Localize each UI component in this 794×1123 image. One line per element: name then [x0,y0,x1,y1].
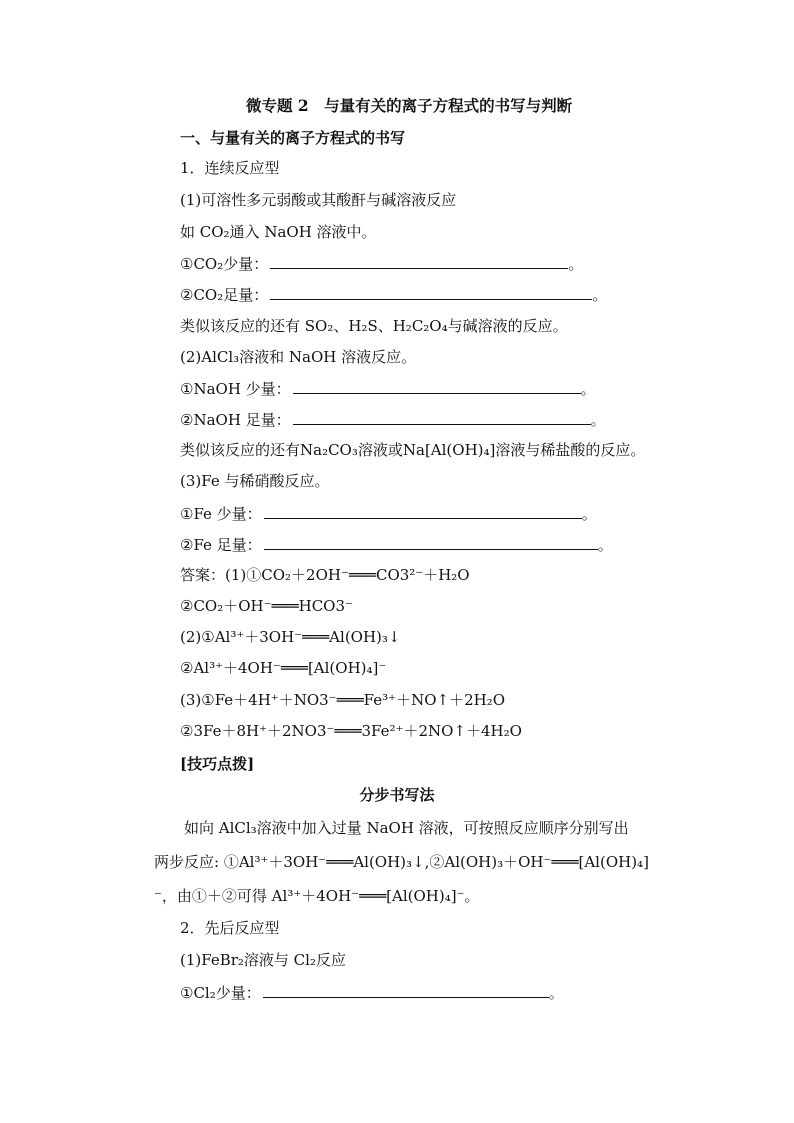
similar-reactions-1: 类似该反应的还有 SO₂、H₂S、H₂C₂O₄与碱溶液的反应。 [180,317,568,335]
answer-blank[interactable] [270,253,568,269]
answer-blank[interactable] [293,409,591,425]
answer-line-1: 答案：(1)①CO₂＋2OH⁻═══CO3²⁻＋H₂O [180,566,470,584]
question-co2-little: ①CO₂少量： 。 [180,255,584,273]
question-label: ①Fe 少量： [180,505,262,523]
answer-blank[interactable] [293,378,581,394]
question-naoh-little: ①NaOH 少量： 。 [180,380,596,398]
tip-tag: [技巧点拨] [180,755,255,773]
question-cl2-little: ①Cl₂少量： 。 [180,984,564,1002]
question-label: ②NaOH 足量： [180,411,291,429]
example-co2-naoh: 如 CO₂通入 NaOH 溶液中。 [180,223,377,241]
similar-reactions-2: 类似该反应的还有Na₂CO₃溶液或Na[Al(OH)₄]溶液与稀盐酸的反应。 [180,441,646,459]
item-febr2-cl2: (1)FeBr₂溶液与 Cl₂反应 [180,951,346,969]
item-fe-hno3: (3)Fe 与稀硝酸反应。 [180,472,330,490]
tip-title: 分步书写法 [359,786,435,804]
tip-paragraph-line-1: 如向 AlCl₃溶液中加入过量 NaOH 溶液，可按照反应顺序分别写出 [184,819,629,837]
page-title: 微专题 2 与量有关的离子方程式的书写与判断 [246,96,573,115]
item-weak-acid-base: (1)可溶性多元弱酸或其酸酐与碱溶液反应 [180,191,457,209]
question-fe-excess: ②Fe 足量： 。 [180,536,613,554]
section-heading-1: 一、与量有关的离子方程式的书写 [180,129,406,147]
answer-blank[interactable] [264,503,582,519]
answer-line-4: ②Al³⁺＋4OH⁻═══[Al(OH)₄]⁻ [180,659,387,677]
question-label: ①Cl₂少量： [180,984,261,1002]
subsection-continuous-reaction: 1．连续反应型 [180,159,280,177]
question-label: ①NaOH 少量： [180,380,291,398]
answer-line-5: (3)①Fe＋4H⁺＋NO3⁻═══Fe³⁺＋NO↑＋2H₂O [180,691,505,709]
question-naoh-excess: ②NaOH 足量： 。 [180,411,606,429]
answer-blank[interactable] [264,534,598,550]
answer-line-3: (2)①Al³⁺＋3OH⁻═══Al(OH)₃↓ [180,628,401,646]
answer-line-6: ②3Fe＋8H⁺＋2NO3⁻═══3Fe²⁺＋2NO↑＋4H₂O [180,722,522,740]
subsection-sequential-reaction: 2．先后反应型 [180,919,280,937]
answer-line-2: ②CO₂＋OH⁻═══HCO3⁻ [180,597,353,615]
question-label: ①CO₂少量： [180,255,269,273]
tip-paragraph-line-2: 两步反应: ①Al³⁺＋3OH⁻═══Al(OH)₃↓,②Al(OH)₃＋OH⁻═══[Al(OH)₄] [154,853,649,871]
question-fe-little: ①Fe 少量： 。 [180,505,597,523]
question-label: ②CO₂足量： [180,286,269,304]
answer-blank[interactable] [270,284,592,300]
item-alcl3-naoh: (2)AlCl₃溶液和 NaOH 溶液反应。 [180,348,417,366]
question-co2-excess: ②CO₂足量： 。 [180,286,608,304]
answer-blank[interactable] [263,982,549,998]
question-label: ②Fe 足量： [180,536,262,554]
tip-paragraph-line-3: ⁻，由①＋②可得 Al³⁺＋4OH⁻═══[Al(OH)₄]⁻。 [154,887,480,905]
